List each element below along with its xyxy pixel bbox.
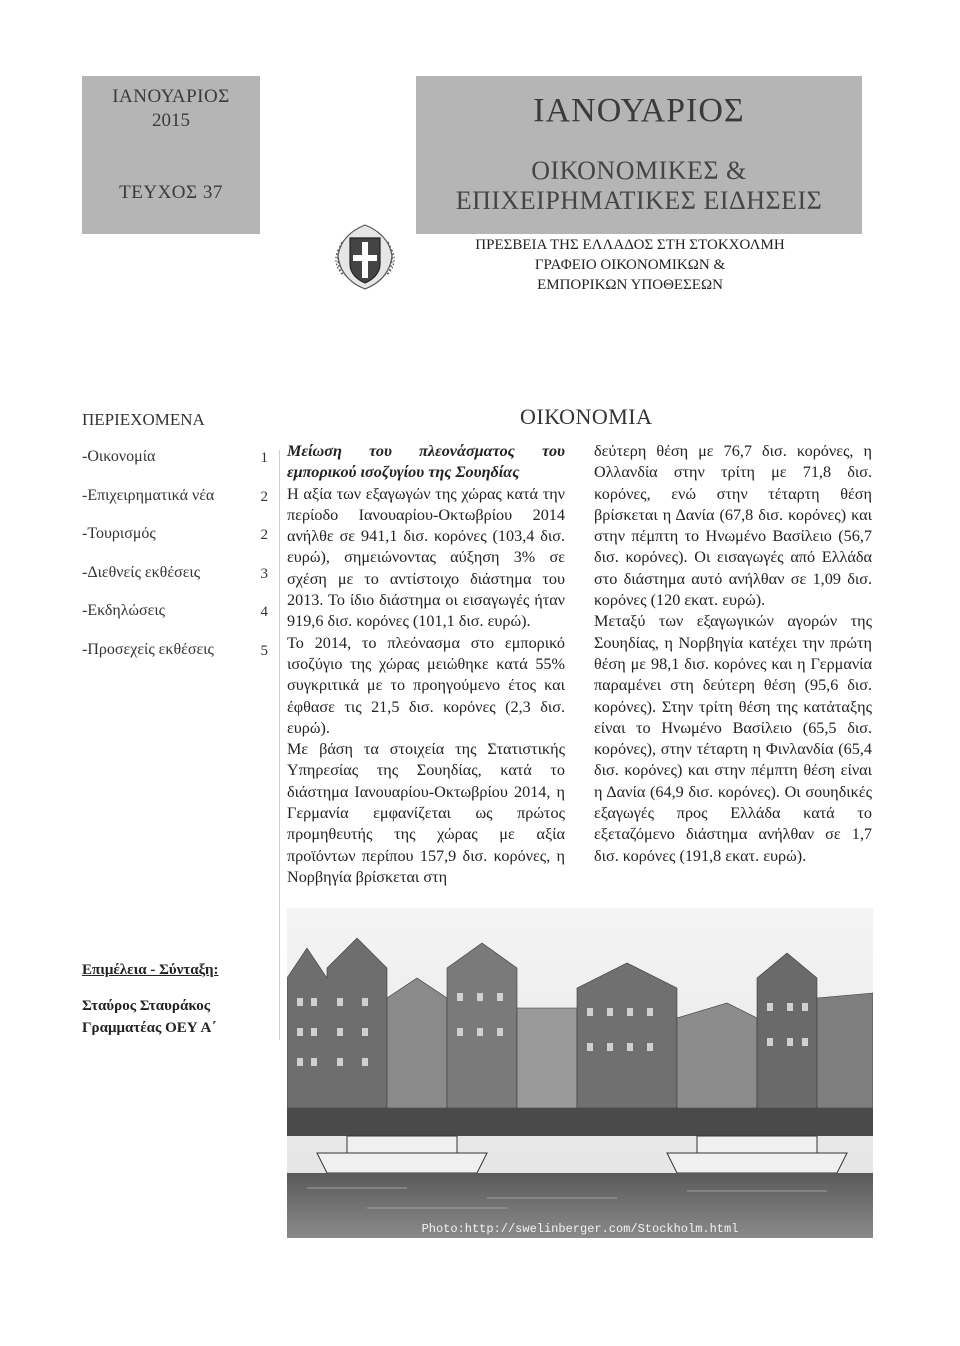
sidebar-divider	[279, 450, 280, 1040]
editor-title: Επιμέλεια - Σύνταξη:	[82, 962, 219, 978]
toc-item-label: -Οικονομία	[82, 448, 156, 465]
issue-month: ΙΑΝΟΥΑΡΙΟΣ	[112, 86, 230, 107]
toc-item-page: 5	[260, 642, 268, 659]
embassy-line1: ΠΡΕΣΒΕΙΑ ΤΗΣ ΕΛΛΑΔΟΣ ΣΤΗ ΣΤΟΚΧΟΛΜΗ	[475, 237, 785, 253]
toc-list	[82, 448, 268, 679]
toc-item[interactable]	[82, 564, 268, 603]
article-column-1	[287, 441, 565, 888]
toc-item[interactable]	[82, 448, 268, 487]
toc-item-label: -Τουρισμός	[82, 525, 156, 542]
stockholm-photo	[287, 908, 873, 1238]
toc-item-page: 2	[260, 488, 268, 505]
masthead-title-line2: ΕΠΙΧΕΙΡΗΜΑΤΙΚΕΣ ΕΙΔΗΣΕΙΣ	[455, 186, 823, 215]
toc-item-page: 2	[260, 527, 268, 543]
embassy-block	[420, 235, 840, 295]
issue-box	[82, 76, 260, 234]
greek-coat-of-arms-icon	[330, 222, 400, 292]
masthead-box	[416, 76, 862, 234]
embassy-line3: ΕΜΠΟΡΙΚΩΝ ΥΠΟΘΕΣΕΩΝ	[537, 277, 723, 293]
toc-item-label: -Εκδηλώσεις	[82, 602, 165, 619]
toc-item-label: -Διεθνείς εκθέσεις	[82, 563, 201, 581]
toc-item[interactable]	[82, 525, 268, 564]
toc-item[interactable]	[82, 487, 268, 526]
article-paragraph: Η αξία των εξαγωγών της χώρας κατά την περίοδο Ιανουαρίου-Οκτωβρίου 2014 ανήλθε σε 941,1 δισ. κορόνες (103,4 δισ. ευρώ), σημειώνοντας αύξηση 3% σε σχέση με το αντίστοιχο διάστημα του 2013. Το ίδιο διάστημα οι εισαγωγές ήταν 919,6 δισ. κορόνες (101,1 δισ. ευρώ).	[287, 484, 565, 631]
toc-item-page: 4	[260, 604, 268, 620]
masthead-month: ΙΑΝΟΥΑΡΙΟΣ	[533, 92, 745, 129]
article-heading: Μείωση του πλεονάσματος του εμπορικού ισοζυγίου της Σουηδίας	[287, 442, 565, 482]
toc-title: ΠΕΡΙΕΧΟΜΕΝΑ	[82, 410, 205, 429]
toc-item-page: 1	[260, 450, 268, 466]
article-paragraph: Με βάση τα στοιχεία της Στατιστικής Υπηρεσίας της Σουηδίας, κατά το διάστημα Ιανουαρίου-Οκτωβρίου 2014, η Γερμανία εμφανίζεται ως πρώτος προμηθευτής της χώρας με αξία προϊόντων περίπου 157,9 δισ. κορόνες, η Νορβηγία βρίσκεται στη	[287, 740, 565, 886]
article-paragraph: Μεταξύ των εξαγωγικών αγορών της Σουηδίας, η Νορβηγία κατέχει την πρώτη θέση με 98,1 δισ. κορόνες και η Γερμανία παραμένει στη δεύτερη θέση (95,6 δισ. κορόνες). Στην τρίτη θέση της κατάταξης είναι το Ηνωμένο Βασίλειο (65,5 δισ. κορόνες), στην τέταρτη η Φινλανδία (65,4 δισ. κορόνες) και στην πέμπτη θέση είναι η Δανία (64,9 δισ. κορόνες). Οι σουηδικές εξαγωγές προς Ελλάδα κατά το εξεταζόμενο διάστημα ανήλθαν σε 1,7 δισ. κορόνες (191,8 εκατ. ευρώ).	[594, 612, 872, 865]
editor-name: Σταύρος Σταυράκος	[82, 998, 211, 1014]
embassy-line2: ΓΡΑΦΕΙΟ ΟΙΚΟΝΟΜΙΚΩΝ &	[534, 257, 726, 273]
toc-item-label: -Προσεχείς εκθέσεις	[82, 640, 214, 658]
article-paragraph: δεύτερη θέση με 76,7 δισ. κορόνες, η Ολλανδία στην τρίτη με 71,8 δισ. κορόνες, ενώ στην τέταρτη θέση βρίσκεται η Δανία (67,8 δισ. κορόνες) και στην πέμπτη το Ηνωμένο Βασίλειο (56,7 δισ. κορόνες). Οι εισαγωγές από Ελλάδα στο διάστημα αυτό ανήλθαν σε 1,09 δισ. κορόνες (120 εκατ. ευρώ).	[594, 442, 872, 610]
toc-item[interactable]	[82, 602, 268, 641]
issue-number: ΤΕΥΧΟΣ 37	[119, 182, 223, 203]
toc-item[interactable]	[82, 641, 268, 680]
article-paragraph: Το 2014, το πλεόνασμα στο εμπορικό ισοζύγιο της χώρας μειώθηκε κατά 55% συγκριτικά με το προηγούμενο έτος και έφθασε τις 21,5 δισ. κορόνες (2,3 δισ. ευρώ).	[287, 633, 565, 737]
photo-caption: Photo:http://swelinberger.com/Stockholm.html	[421, 1222, 739, 1236]
masthead-title-line1: ΟΙΚΟΝΟΜΙΚΕΣ &	[531, 156, 747, 185]
issue-year: 2015	[152, 110, 190, 131]
toc-item-page: 3	[260, 565, 268, 582]
editor-role: Γραμματέας ΟΕΥ Α΄	[82, 1020, 217, 1036]
article-column-2	[594, 441, 872, 867]
section-title: ΟΙΚΟΝΟΜΙΑ	[520, 404, 653, 429]
toc-item-label: -Επιχειρηματικά νέα	[82, 486, 215, 504]
